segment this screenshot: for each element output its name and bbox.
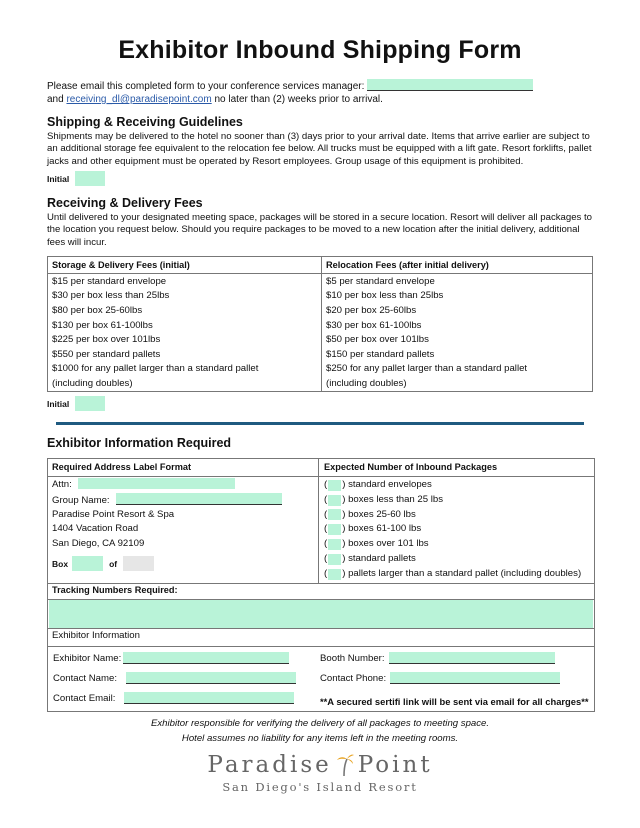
fee-cell: $150 per standard pallets <box>326 348 435 360</box>
box-number-field[interactable] <box>72 556 103 571</box>
sertifi-notice: **A secured sertifi link will be sent via email for all charges** <box>320 696 589 707</box>
booth-number-label: Booth Number: <box>320 652 385 664</box>
footer-line1: Exhibitor responsible for verifying the delivery of all packages to meeting space. <box>150 718 490 729</box>
exhibitor-info-table <box>47 458 595 712</box>
table-row <box>48 347 593 362</box>
fee-cell: $20 per box 25-60lbs <box>326 304 417 316</box>
contact-phone-label: Contact Phone: <box>320 672 387 684</box>
receiving-email-link[interactable]: receiving_dl@paradisepoint.com <box>66 94 212 105</box>
info-rule <box>48 646 594 647</box>
table-row <box>48 274 593 289</box>
table-row <box>48 332 593 347</box>
exhibitor-name-row <box>53 652 289 664</box>
list-item: ( ) boxes over 101 lbs <box>324 537 592 552</box>
shipping-initial-label: Initial <box>47 173 70 184</box>
intro-and: and <box>47 94 64 105</box>
section-divider <box>56 422 584 425</box>
box-count-line <box>52 555 314 573</box>
packages-header: Expected Number of Inbound Packages <box>324 462 498 472</box>
attn-label: Attn: <box>52 479 72 490</box>
intro-line2: no later than (2) weeks prior to arrival. <box>214 94 383 105</box>
box-label: Box <box>52 558 69 569</box>
table-row <box>48 362 593 377</box>
contact-email-row <box>53 692 294 704</box>
package-count-field[interactable] <box>328 524 341 535</box>
table-row <box>48 376 593 391</box>
package-label: boxes over 101 lbs <box>348 538 429 550</box>
contact-name-row <box>53 672 296 684</box>
contact-phone-field[interactable] <box>390 672 560 684</box>
intro-line1: Please email this completed form to your conference services manager: <box>47 81 365 92</box>
package-label: boxes less than 25 lbs <box>348 493 444 505</box>
exhibitor-info-label: Exhibitor Information <box>52 630 140 641</box>
package-count-field[interactable] <box>328 480 341 491</box>
contact-email-field[interactable] <box>124 692 294 704</box>
fee-cell: $30 per box less than 25lbs <box>48 289 322 304</box>
fees-initial <box>47 396 105 411</box>
logo-word1: Paradise <box>207 752 332 778</box>
footer-disclaimer <box>0 716 640 746</box>
fees-body: Until delivered to your designated meeting space, packages will be stored in a secure location. Resort will deliver all packages to the location you request below. Should you require packages to be moved to a new location after the initial delivery, additional fees will incur. <box>47 212 593 248</box>
tracking-rule <box>48 583 594 584</box>
fee-cell: $30 per box 61-100lbs <box>326 319 422 331</box>
list-item: ( ) standard pallets <box>324 552 592 567</box>
fee-cell: $250 for any pallet larger than a standard pallet <box>326 363 528 375</box>
page-title: Exhibitor Inbound Shipping Form <box>118 36 522 64</box>
contact-name-label: Contact Name: <box>53 672 117 684</box>
package-label: boxes 61-100 lbs <box>348 523 422 535</box>
booth-number-field[interactable] <box>389 652 555 664</box>
shipping-initial <box>47 171 105 186</box>
paradise-point-logo <box>0 752 640 794</box>
tracking-label: Tracking Numbers Required: <box>52 585 178 595</box>
contact-name-field[interactable] <box>126 672 296 684</box>
tracking-numbers-field[interactable] <box>49 600 593 628</box>
packages-list <box>324 478 592 582</box>
fees-col1-header: Storage & Delivery Fees (initial) <box>48 257 322 274</box>
address-line3: San Diego, CA 92109 <box>52 538 145 550</box>
package-count-field[interactable] <box>328 495 341 506</box>
list-item: ( ) boxes less than 25 lbs <box>324 493 592 508</box>
header-rule <box>48 476 594 477</box>
fee-cell: $130 per box 61-100lbs <box>48 318 322 333</box>
list-item: ( ) pallets larger than a standard pallet (including doubles) <box>324 567 592 582</box>
list-item: ( ) boxes 61-100 lbs <box>324 522 592 537</box>
table-row <box>48 289 593 304</box>
exhibitor-name-label: Exhibitor Name: <box>53 652 122 664</box>
address-line1: Paradise Point Resort & Spa <box>52 508 175 520</box>
package-count-field[interactable] <box>328 539 341 550</box>
list-item: ( ) standard envelopes <box>324 478 592 493</box>
table-row <box>48 303 593 318</box>
fee-cell: $550 per standard pallets <box>48 347 322 362</box>
package-label: standard envelopes <box>348 479 432 490</box>
fee-cell: $80 per box 25-60lbs <box>48 303 322 318</box>
address-header: Required Address Label Format <box>52 462 192 472</box>
table-row <box>48 318 593 333</box>
group-name-field[interactable] <box>116 493 282 505</box>
group-name-label: Group Name: <box>52 494 110 506</box>
list-item: ( ) boxes 25-60 lbs <box>324 508 592 523</box>
package-label: pallets larger than a standard pallet (including doubles) <box>348 567 582 579</box>
fees-col2-header: Relocation Fees (after initial delivery) <box>322 257 593 274</box>
package-label: standard pallets <box>348 552 416 564</box>
shipping-body: Shipments may be delivered to the hotel no sooner than (3) days prior to your arrival date. Items that arrive earlier are subject to an additional storage fee equivalent to the relocation fee below. All trucks must be equipped with a lift gate. Resort forklifts, pallet jacks and other equipment must be operated by Resort employees. Group usage of this equipment is prohibited. <box>47 131 592 167</box>
fee-cell: $15 per standard envelope <box>48 274 322 289</box>
box-of-label: of <box>109 558 118 569</box>
fee-cell: (including doubles) <box>326 377 407 389</box>
conference-manager-field[interactable] <box>367 79 533 91</box>
fees-initial-label: Initial <box>47 398 70 409</box>
shipping-initial-field[interactable] <box>75 171 105 186</box>
fees-table <box>47 256 593 392</box>
palm-tree-icon <box>336 753 354 777</box>
contact-email-label: Contact Email: <box>53 692 116 704</box>
footer-line2: Hotel assumes no liability for any items left in the meeting rooms. <box>181 733 459 744</box>
fee-cell: (including doubles) <box>48 376 322 391</box>
booth-number-row <box>320 652 555 664</box>
package-count-field[interactable] <box>328 554 341 565</box>
column-rule <box>318 459 319 583</box>
fee-cell: $5 per standard envelope <box>326 275 435 287</box>
logo-tagline: San Diego's Island Resort <box>222 780 418 794</box>
package-count-field[interactable] <box>328 509 341 520</box>
fee-cell: $10 per box less than 25lbs <box>326 290 444 302</box>
shipping-heading: Shipping & Receiving Guidelines <box>47 115 243 129</box>
box-total-field[interactable] <box>123 556 154 571</box>
fee-cell: $225 per box over 101lbs <box>48 332 322 347</box>
exhibitor-heading: Exhibitor Information Required <box>47 436 232 450</box>
address-line2: 1404 Vacation Road <box>52 523 139 535</box>
fee-cell: $50 per box over 101lbs <box>326 334 429 346</box>
fees-initial-field[interactable] <box>75 396 105 411</box>
fee-cell: $1000 for any pallet larger than a standard pallet <box>48 362 322 377</box>
logo-word2: Point <box>357 752 433 778</box>
package-label: boxes 25-60 lbs <box>348 508 416 520</box>
exhibitor-name-field[interactable] <box>123 652 289 664</box>
attn-field[interactable] <box>78 478 235 489</box>
intro-text <box>47 79 607 106</box>
package-count-field[interactable] <box>328 569 341 580</box>
fees-heading: Receiving & Delivery Fees <box>47 196 203 210</box>
tracking-bottom-rule <box>48 628 594 629</box>
contact-phone-row <box>320 672 560 684</box>
address-label-block <box>52 478 314 573</box>
